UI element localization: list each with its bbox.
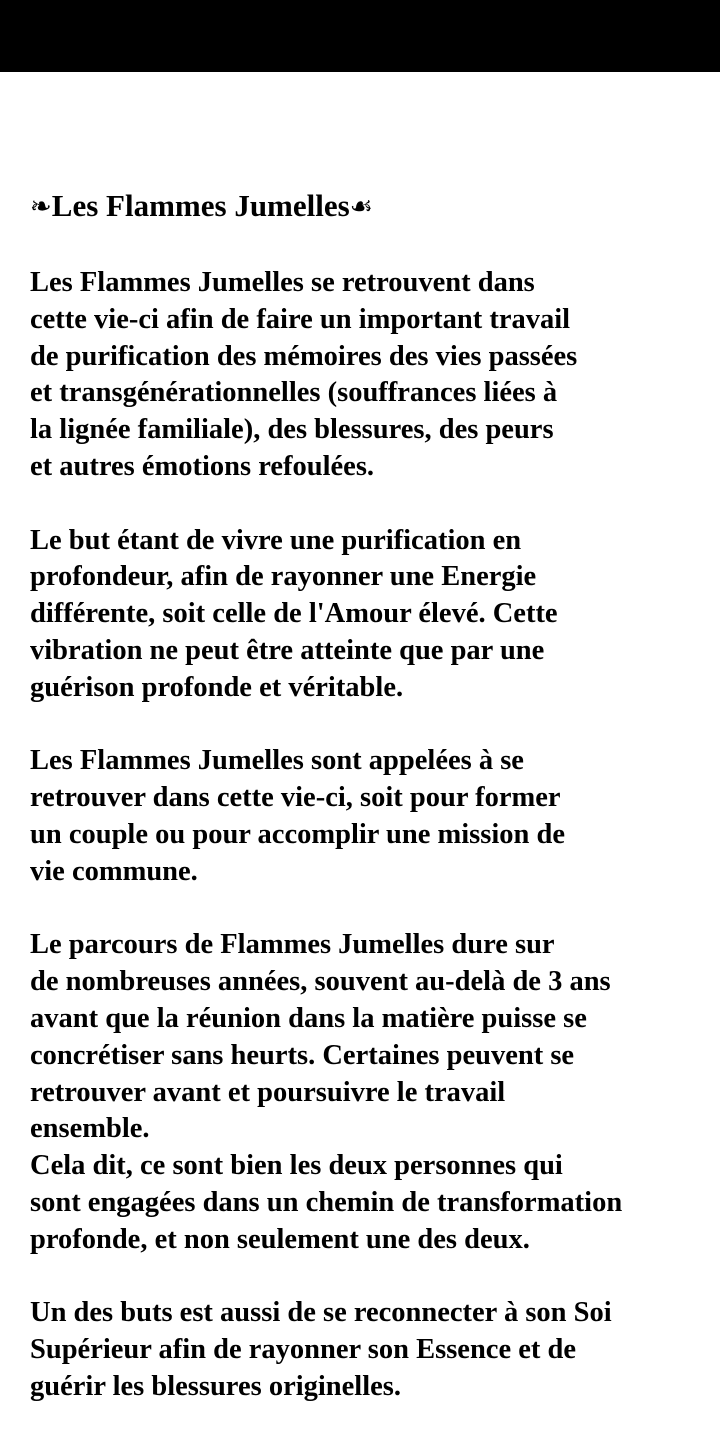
paragraph-line: retrouver dans cette vie-ci, soit pour former <box>30 782 561 814</box>
paragraph-line: de purification des mémoires des vies passées <box>30 340 578 372</box>
paragraph-line: Le but étant de vivre une purification en <box>30 524 522 556</box>
right-ornament-icon: ☙ <box>349 192 373 222</box>
paragraph-line: un couple ou pour accomplir une mission de <box>30 818 566 850</box>
paragraph-line: Le parcours de Flammes Jumelles dure sur <box>30 929 555 961</box>
paragraph-line: Cela dit, ce sont bien les deux personnes qui <box>30 1150 563 1182</box>
paragraph <box>30 265 710 486</box>
paragraph-line: profonde, et non seulement une des deux. <box>30 1223 530 1255</box>
article-title <box>30 184 710 229</box>
paragraph-line: retrouver avant et poursuivre le travail <box>30 1076 506 1108</box>
left-ornament-icon: ❧ <box>30 192 52 222</box>
paragraph-line: de nombreuses années, souvent au-delà de 3 ans <box>30 966 611 998</box>
paragraph-line: vie commune. <box>30 855 198 887</box>
paragraph <box>30 1295 710 1405</box>
paragraph-line: sont engagées dans un chemin de transformation <box>30 1186 623 1218</box>
paragraph-line: cette vie-ci afin de faire un important travail <box>30 303 571 335</box>
paragraph-line: ensemble. <box>30 1113 150 1145</box>
paragraph-line: Les Flammes Jumelles se retrouvent dans <box>30 267 535 298</box>
article-title-text: Les Flammes Jumelles <box>51 188 350 223</box>
paragraph <box>30 523 710 707</box>
paragraph-line: avant que la réunion dans la matière puisse se <box>30 1002 587 1034</box>
paragraph-line: la lignée familiale), des blessures, des peurs <box>30 414 554 446</box>
paragraph <box>30 743 710 890</box>
paragraph-line: concrétiser sans heurts. Certaines peuvent se <box>30 1039 575 1071</box>
paragraph-line: guérir les blessures originelles. <box>30 1370 402 1402</box>
paragraph-line: profondeur, afin de rayonner une Energie <box>30 561 537 593</box>
paragraph-line: et transgénérationnelles (souffrances liées à <box>30 377 558 409</box>
paragraph-line: Un des buts est aussi de se reconnecter à son Soi <box>30 1297 612 1329</box>
article <box>30 184 710 1406</box>
paragraph-line: Supérieur afin de rayonner son Essence et de <box>30 1334 576 1366</box>
paragraph-line: guérison profonde et véritable. <box>30 671 404 703</box>
top-bar <box>0 0 720 72</box>
paragraph <box>30 927 710 1258</box>
paragraph-line: et autres émotions refoulées. <box>30 450 375 482</box>
paragraph-line: différente, soit celle de l'Amour élevé. Cette <box>30 598 558 630</box>
paragraph-line: vibration ne peut être atteinte que par une <box>30 634 545 666</box>
paragraph-line: Les Flammes Jumelles sont appelées à se <box>30 745 524 777</box>
